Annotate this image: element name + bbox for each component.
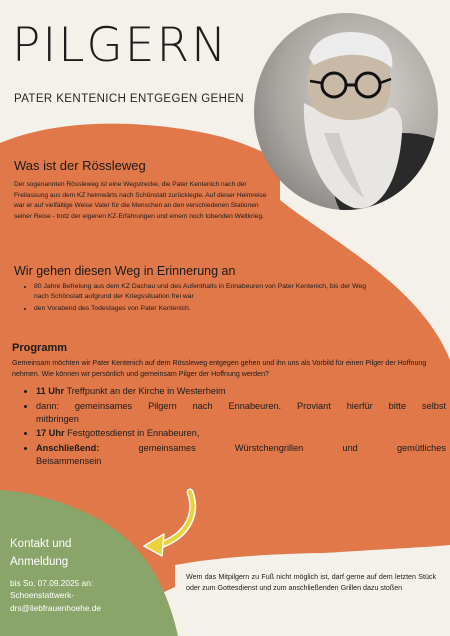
section-heading-rossleweg: Was ist der Rössleweg [14, 158, 146, 173]
curved-arrow-icon [132, 488, 204, 560]
list-item [36, 442, 446, 468]
list-item [36, 385, 446, 398]
section-heading-memory: Wir gehen diesen Weg in Erinnerung an [14, 264, 236, 278]
list-item: • 80 Jahre Befreiung aus dem KZ Dachau und des Aufenthalts in Ennabeuren von Pater Kentenich, bis der Weg nach Schönstatt aufgrund der Kriegssituation frei war [34, 282, 379, 303]
page-subtitle: PATER KENTENICH ENTGEGEN GEHEN [14, 93, 245, 105]
contact-heading-line: Anmeldung [10, 556, 69, 568]
contact-email-part: drs@liebfrauenhoehe.de [10, 602, 101, 613]
program-text: dann: gemeinsames Pilgern nach Ennabeuren. Proviant hierfür bitte selbst [36, 401, 446, 412]
contact-email-part: Schoenstattwerk- [10, 590, 75, 601]
list-item: • den Vorabend des Todestages von Pater Kentenich. [34, 304, 379, 314]
contact-details [10, 577, 160, 614]
contact-heading [10, 535, 130, 571]
bottom-note: Wem das Mitpilgern zu Fuß nicht möglich ist, darf gerne auf dem letzten Stück oder zum Gottesdienst und zum anschließenden Grillen dazu stoßen [186, 573, 436, 593]
section-text-rossleweg: Der sogenannten Rössleweg ist eine Wegstrecke, die Pater Kentenich nach der Freilassung aus dem KZ heimwärts nach Schönstatt zurücklegte. Auf dieser Heimreise war er auf vielfältige Weise Vater für die Menschen an den verschiedenen Stationen seiner Reise - trotz der eigenen KZ-Erfahrungen und einem noch tobenden Weltkrieg. [14, 181, 267, 220]
page-title: PILGERN [12, 18, 229, 73]
program-time: 11 Uhr [36, 386, 65, 396]
program-text: Treffpunkt an der Kirche in Westerheim [64, 386, 226, 396]
memory-list [18, 282, 379, 315]
contact-deadline: bis So, 07.09.2025 an: [10, 578, 94, 588]
programm-intro: Gemeinsam möchten wir Pater Kentenich auf dem Rössleweg entgegen gehen und ihn uns als Vorbild für einen Pilger der Hoffnung nehmen. Wie können wir persönlich und gemeinsam Pilger der Hoffnung werden? [12, 359, 427, 379]
contact-heading-line: Kontakt und [10, 538, 72, 550]
program-text: Festgottesdienst in Ennabeuren, [64, 427, 200, 438]
program-time: Anschließend: [36, 442, 100, 453]
program-text-continued: Beisammensein [36, 456, 102, 467]
program-text: gemeinsames Würstchengrillen und gemütliches [99, 442, 446, 453]
programm-heading: Programm [12, 342, 68, 354]
list-item [36, 427, 446, 440]
portrait-illustration [254, 13, 438, 210]
program-text-continued: mitbringen [36, 414, 79, 425]
programm-list [20, 385, 446, 470]
portrait-photo [254, 13, 438, 210]
program-time: 17 Uhr [36, 427, 65, 438]
list-item [36, 400, 446, 426]
